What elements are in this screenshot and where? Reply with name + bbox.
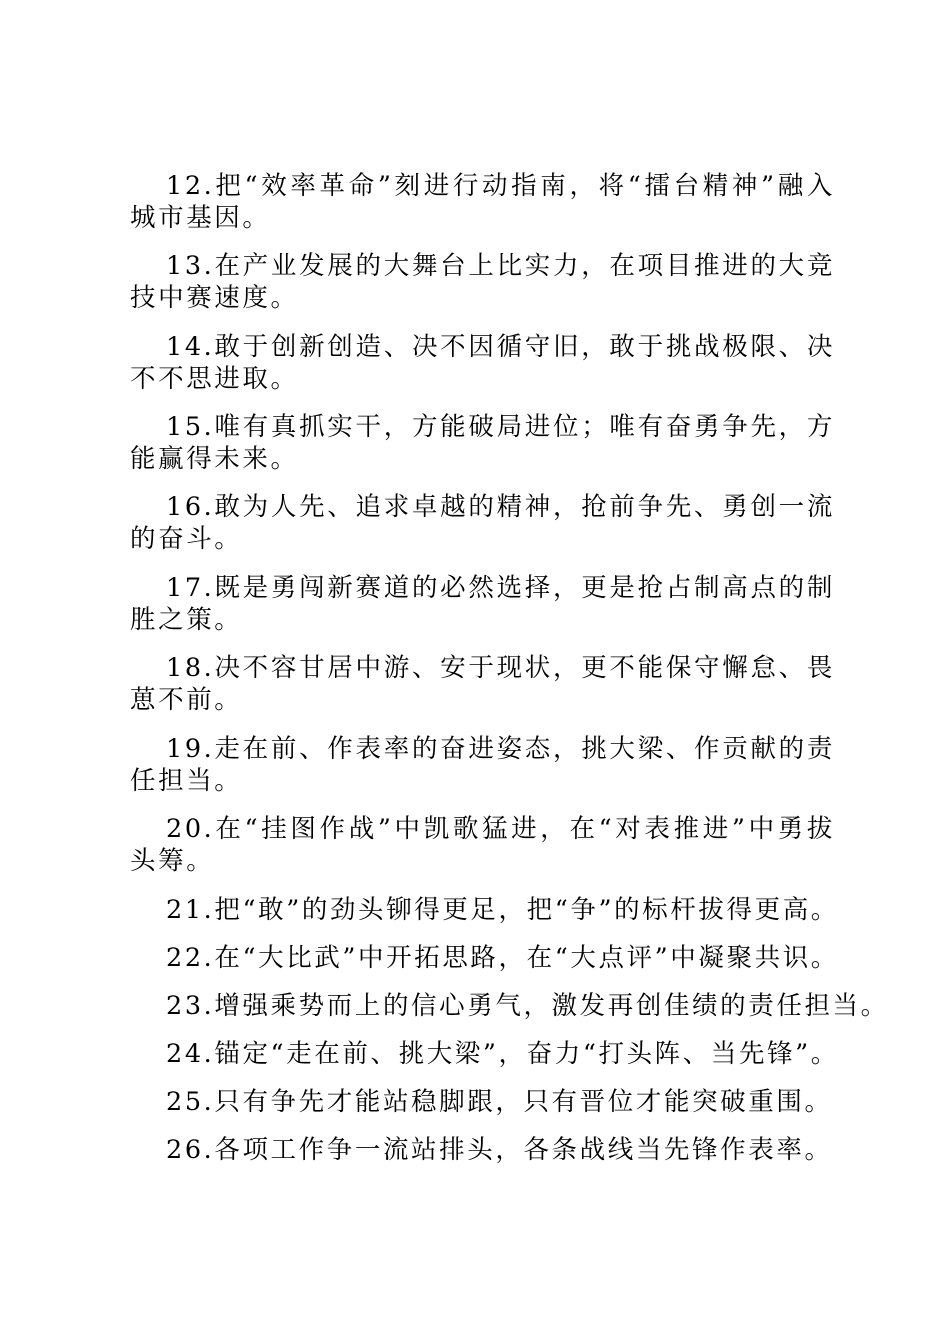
list-item-15: 15.唯有真抓实干，方能破局进位；唯有奋勇争先，方能赢得未来。: [130, 412, 835, 474]
list-item-14: 14.敢于创新创造、决不因循守旧，敢于挑战极限、决不不思进取。: [130, 332, 835, 394]
list-item-21: 21.把“敢”的劲头铆得更足，把“争”的标杆拔得更高。: [166, 895, 839, 925]
list-item-20: 20.在“挂图作战”中凯歌猛进，在“对表推进”中勇拔头筹。: [130, 814, 835, 876]
list-item-17: 17.既是勇闯新赛道的必然选择，更是抢占制高点的制胜之策。: [130, 573, 835, 635]
list-item-19: 19.走在前、作表率的奋进姿态，挑大梁、作贡献的责任担当。: [130, 734, 835, 796]
list-item-22: 22.在“大比武”中开拓思路，在“大点评”中凝聚共识。: [166, 943, 839, 973]
list-item-23: 23.增强乘势而上的信心勇气，激发再创佳绩的责任担当。: [166, 991, 889, 1021]
list-item-12: 12.把“效率革命”刻进行动指南，将“擂台精神”融入城市基因。: [130, 171, 835, 233]
list-item-16: 16.敢为人先、追求卓越的精神，抢前争先、勇创一流的奋斗。: [130, 492, 835, 554]
list-item-25: 25.只有争先才能站稳脚跟，只有晋位才能突破重围。: [166, 1087, 833, 1117]
list-item-18: 18.决不容甘居中游、安于现状，更不能保守懈怠、畏葸不前。: [130, 653, 835, 715]
list-item-26: 26.各项工作争一流站排头，各条战线当先锋作表率。: [166, 1135, 833, 1165]
list-item-24: 24.锚定“走在前、挑大梁”，奋力“打头阵、当先锋”。: [166, 1039, 839, 1069]
list-item-13: 13.在产业发展的大舞台上比实力，在项目推进的大竞技中赛速度。: [130, 251, 835, 313]
